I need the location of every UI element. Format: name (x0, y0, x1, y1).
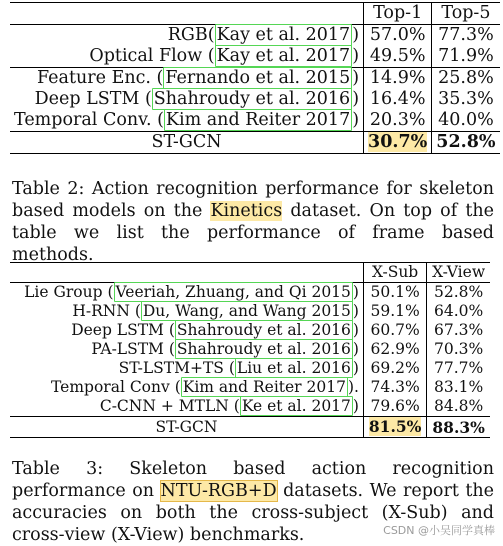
top1-cell: 20.3% (364, 110, 432, 132)
header-top5: Top-5 (432, 3, 500, 25)
method-cell: RGB( Kay et al. 2017 ) (10, 25, 364, 47)
header-xview: X-View (427, 263, 490, 283)
table-row (10, 359, 490, 378)
xsub-cell: 59.1% (363, 302, 426, 321)
header-blank (10, 263, 363, 283)
citation[interactable]: Fernando et al. 2015 (165, 68, 351, 88)
header-xsub: X-Sub (363, 263, 426, 283)
table-row (10, 89, 500, 110)
method-cell: Lie Group ( Veeriah, Zhuang, and Qi 2015 ) (10, 283, 363, 303)
top5-cell: 40.0% (432, 110, 500, 132)
citation[interactable]: Shahroudy et al. 2016 (176, 321, 351, 339)
citation[interactable]: Shahroudy et al. 2016 (153, 89, 351, 109)
xsub-cell: 62.9% (363, 340, 426, 359)
top1-cell: 14.9% (364, 68, 432, 90)
citation[interactable]: Kay et al. 2017 (216, 46, 351, 66)
xview-cell: 84.8% (427, 397, 490, 417)
table-row (10, 340, 490, 359)
top5-cell: 35.3% (432, 89, 500, 110)
method-cell: Feature Enc. ( Fernando et al. 2015 ) (10, 68, 364, 90)
top5-cell: 77.3% (432, 25, 500, 47)
xview-cell: 88.3% (427, 417, 490, 438)
table-row (10, 25, 500, 47)
method-cell: Temporal Conv ( Kim and Reiter 2017 ). (51, 378, 359, 396)
citation[interactable]: Du, Wang, and Wang 2015 (142, 302, 351, 320)
top1-cell: 49.5% (364, 46, 432, 68)
method-cell: Temporal Conv. ( Kim and Reiter 2017 ) (14, 110, 360, 130)
top1-cell (364, 132, 432, 154)
xview-cell: 70.3% (427, 340, 490, 359)
method-cell: Deep LSTM ( Shahroudy et al. 2016 ) (71, 321, 359, 339)
xsub-cell: 79.6% (363, 397, 426, 417)
xview-cell: 52.8% (427, 283, 490, 303)
table-3 (10, 262, 490, 438)
table-2-header (10, 3, 500, 25)
xview-cell: 77.7% (427, 359, 490, 378)
citation[interactable]: Kim and Reiter 2017 (182, 378, 346, 396)
table-row-ours (10, 417, 490, 438)
table-3-caption: Table 3: Skeleton based action recognition performance on NTU-RGB+D datasets. We report the accuracies on both the cross-subject (X-Sub) and cross-view (X-View) benchmarks. (12, 459, 494, 545)
table-row (10, 68, 500, 90)
citation[interactable]: Veeriah, Zhuang, and Qi 2015 (115, 283, 351, 301)
table-row (10, 110, 500, 132)
xsub-cell (363, 417, 426, 438)
method-cell: H-RNN ( Du, Wang, and Wang 2015 ) (72, 302, 359, 320)
method-cell: Optical Flow ( Kay et al. 2017 ) (89, 46, 360, 66)
xview-cell: 67.3% (427, 321, 490, 340)
xview-cell: 64.0% (427, 302, 490, 321)
method-cell: ST-GCN (10, 132, 364, 154)
citation[interactable]: Kim and Reiter 2017 (165, 110, 351, 130)
citation[interactable]: Ke et al. 2017 (241, 397, 351, 415)
top1-cell: 16.4% (364, 89, 432, 110)
dataset-highlight: NTU-RGB+D (160, 481, 277, 501)
xsub-cell: 50.1% (363, 283, 426, 303)
header-blank (10, 3, 364, 25)
top5-cell: 71.9% (432, 46, 500, 68)
table-3-header (10, 263, 490, 283)
xsub-cell: 69.2% (363, 359, 426, 378)
table-row (10, 321, 490, 340)
citation[interactable]: Kay et al. 2017 (216, 25, 351, 45)
xsub-cell: 74.3% (363, 378, 426, 397)
table-row-ours (10, 132, 500, 154)
xsub-cell: 60.7% (363, 321, 426, 340)
top1-cell: 57.0% (364, 25, 432, 47)
dataset-highlight: Kinetics (210, 201, 283, 221)
method-cell: Deep LSTM ( Shahroudy et al. 2016 ) (34, 89, 360, 109)
top5-cell: 52.8% (432, 132, 500, 154)
header-top1: Top-1 (364, 3, 432, 25)
watermark: CSDN @小吴同学真棒 (383, 524, 495, 537)
citation[interactable]: Shahroudy et al. 2016 (176, 340, 351, 358)
method-cell: ST-LSTM+TS ( Liu et al. 2016 ) (118, 359, 359, 377)
top5-cell: 25.8% (432, 68, 500, 90)
table-row (10, 283, 490, 303)
table-2 (10, 2, 500, 154)
method-cell: C-CNN + MTLN ( Ke et al. 2017 ) (99, 397, 359, 415)
citation[interactable]: Liu et al. 2016 (236, 359, 351, 377)
table-row (10, 46, 500, 68)
table-row (10, 302, 490, 321)
best-score: 30.7% (368, 132, 428, 152)
table-2-caption: Table 2: Action recognition performance for skeleton based models on the Kinetics dataset. On top of the table we list the performance of frame based methods. (12, 179, 494, 265)
best-score: 81.5% (368, 417, 422, 436)
table-row (10, 378, 490, 397)
table-row (10, 397, 490, 417)
method-cell: ST-GCN (10, 417, 363, 438)
xview-cell: 83.1% (427, 378, 490, 397)
method-cell: PA-LSTM ( Shahroudy et al. 2016 ) (91, 340, 359, 358)
